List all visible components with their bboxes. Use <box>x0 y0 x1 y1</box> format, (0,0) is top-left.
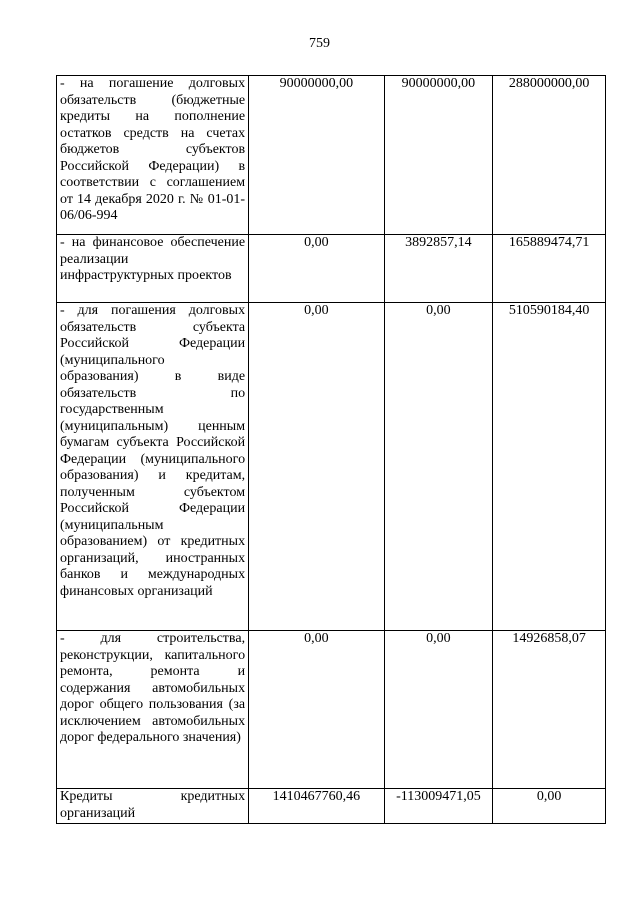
table-row <box>57 303 606 631</box>
row-value-2: 0,00 <box>384 303 493 631</box>
row-value-3: 288000000,00 <box>493 76 606 235</box>
row-value-3: 165889474,71 <box>493 235 606 303</box>
row-value-3: 14926858,07 <box>493 631 606 789</box>
row-value-2: 0,00 <box>384 631 493 789</box>
table-row <box>57 76 606 235</box>
row-description: - для строительства, реконструкции, капитального ремонта, ремонта и содержания автомобильных дорог общего пользования (за исключением автомобильных дорог федерального значения) <box>57 631 249 789</box>
row-value-2: 90000000,00 <box>384 76 493 235</box>
row-value-3: 0,00 <box>493 789 606 824</box>
table-row <box>57 789 606 824</box>
budget-table <box>56 75 606 824</box>
row-description: - на финансовое обеспечение реализации инфраструктурных проектов <box>57 235 249 303</box>
row-value-1: 90000000,00 <box>249 76 384 235</box>
row-description: Кредиты кредитных организаций <box>57 789 249 824</box>
table-row <box>57 631 606 789</box>
row-value-1: 0,00 <box>249 303 384 631</box>
page-number: 759 <box>309 36 330 51</box>
row-value-2: 3892857,14 <box>384 235 493 303</box>
table-row <box>57 235 606 303</box>
row-value-3: 510590184,40 <box>493 303 606 631</box>
row-description: - для погашения долговых обязательств субъекта Российской Федерации (муниципального образования) в виде обязательств по государственным (муниципальным) ценным бумагам субъекта Российской Федерации (муниципального образования) и кредитам, полученным субъектом Российской Федерации (муниципальным образованием) от кредитных организаций, иностранных банков и международных финансовых организаций <box>57 303 249 631</box>
row-value-1: 0,00 <box>249 631 384 789</box>
row-value-1: 1410467760,46 <box>249 789 384 824</box>
row-description: - на погашение долговых обязательств (бюджетные кредиты на пополнение остатков средств на счетах бюджетов субъектов Российской Федерации) в соответствии с соглашением от 14 декабря 2020 г. № 01-01-06/06-994 <box>57 76 249 235</box>
row-value-1: 0,00 <box>249 235 384 303</box>
row-value-2: -113009471,05 <box>384 789 493 824</box>
